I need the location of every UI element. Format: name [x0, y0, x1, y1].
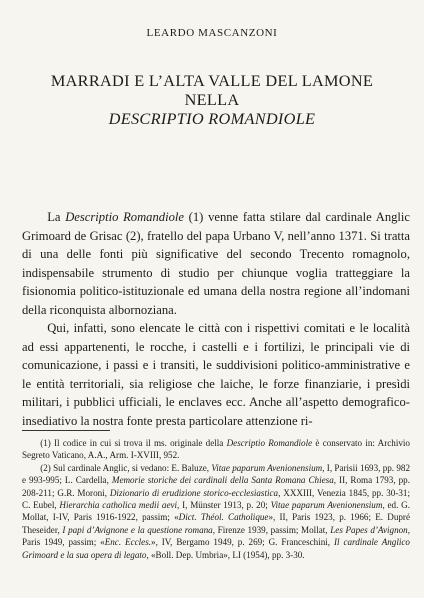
running-header-author: LEARDO MASCANZONI [146, 27, 278, 39]
body-text [22, 208, 410, 430]
title-line-1: MARRADI E L’ALTA VALLE DEL LAMONE [50, 71, 374, 90]
footnotes [22, 437, 410, 561]
article-title [0, 71, 424, 128]
title-line-2: NELLA [184, 90, 240, 109]
footnote-2: (2) Sul cardinale Anglic, si vedano: E. Baluze, Vitae paparum Avenionensium, I, Parisii 1693, pp. 982 e 993-995; L. Cardella, Memorie storiche dei cardinali della Santa Romana Chiesa, II, Roma 1793, pp. 208-211; G.R. Moroni, Dizionario di erudizione storico-ecclesiastica, XXXIII, Venezia 1845, pp. 30-31; C. Eubel, Hierarchia catholica medii aevi, I, Münster 1913, p. 20; Vitae paparum Avenionensium, ed. G. Mollat, I-IV, Paris 1916-1922, passim; «Dict. Théol. Catholique», II, Paris 1923, p. 1966; E. Dupré Theseider, I papi d’Avignone e la questione romana, Firenze 1939, passim; Mollat, Les Papes d’Avignon, Paris 1949, passim; «Enc. Eccles.», IV, Bergamo 1949, p. 269; G. Franceschini, Il cardinale Anglico Grimoard e la sua opera di legato, «Boll. Dep. Umbria», LI (1954), pp. 3-30. [22, 462, 411, 560]
paragraph-2: Qui, infatti, sono elencate le città con i rispettivi comitati e le località ad essi appartenenti, le rocche, i castelli e i fortilizi, le principali vie di comunicazione, i passi e i transiti, le suddivisioni politico-amministrative e le entità territoriali, sia religiose che laiche, le forze finanziarie, i presìdi militari, i pubblici ufficiali, le enclaves ecc. Anche all’aspetto demografico-insediativo la nostra fonte presta particolare attenzione ri- [22, 321, 410, 428]
title-line-3: DESCRIPTIO ROMANDIOLE [108, 109, 316, 128]
footnote-divider [22, 430, 110, 431]
paragraph-1: La Descriptio Romandiole (1) venne fatta stilare dal cardinale Anglic Grimoard de Grisac (2), fratello del papa Urbano V, nell’anno 1371. Si tratta di una delle fonti più significative del secondo Trecento romagnolo, indispensabile strumento di studio per chiunque voglia tratteggiare la fisionomia politico-istituzionale ed umana della nostra regione all’indomani della riconquista albornoziana. [22, 210, 410, 317]
footnote-1: (1) Il codice in cui si trova il ms. originale della Descriptio Romandiole è conservato in: Archivio Segreto Vaticano, A.A., Arm. I-XVIII, 952. [22, 438, 410, 461]
